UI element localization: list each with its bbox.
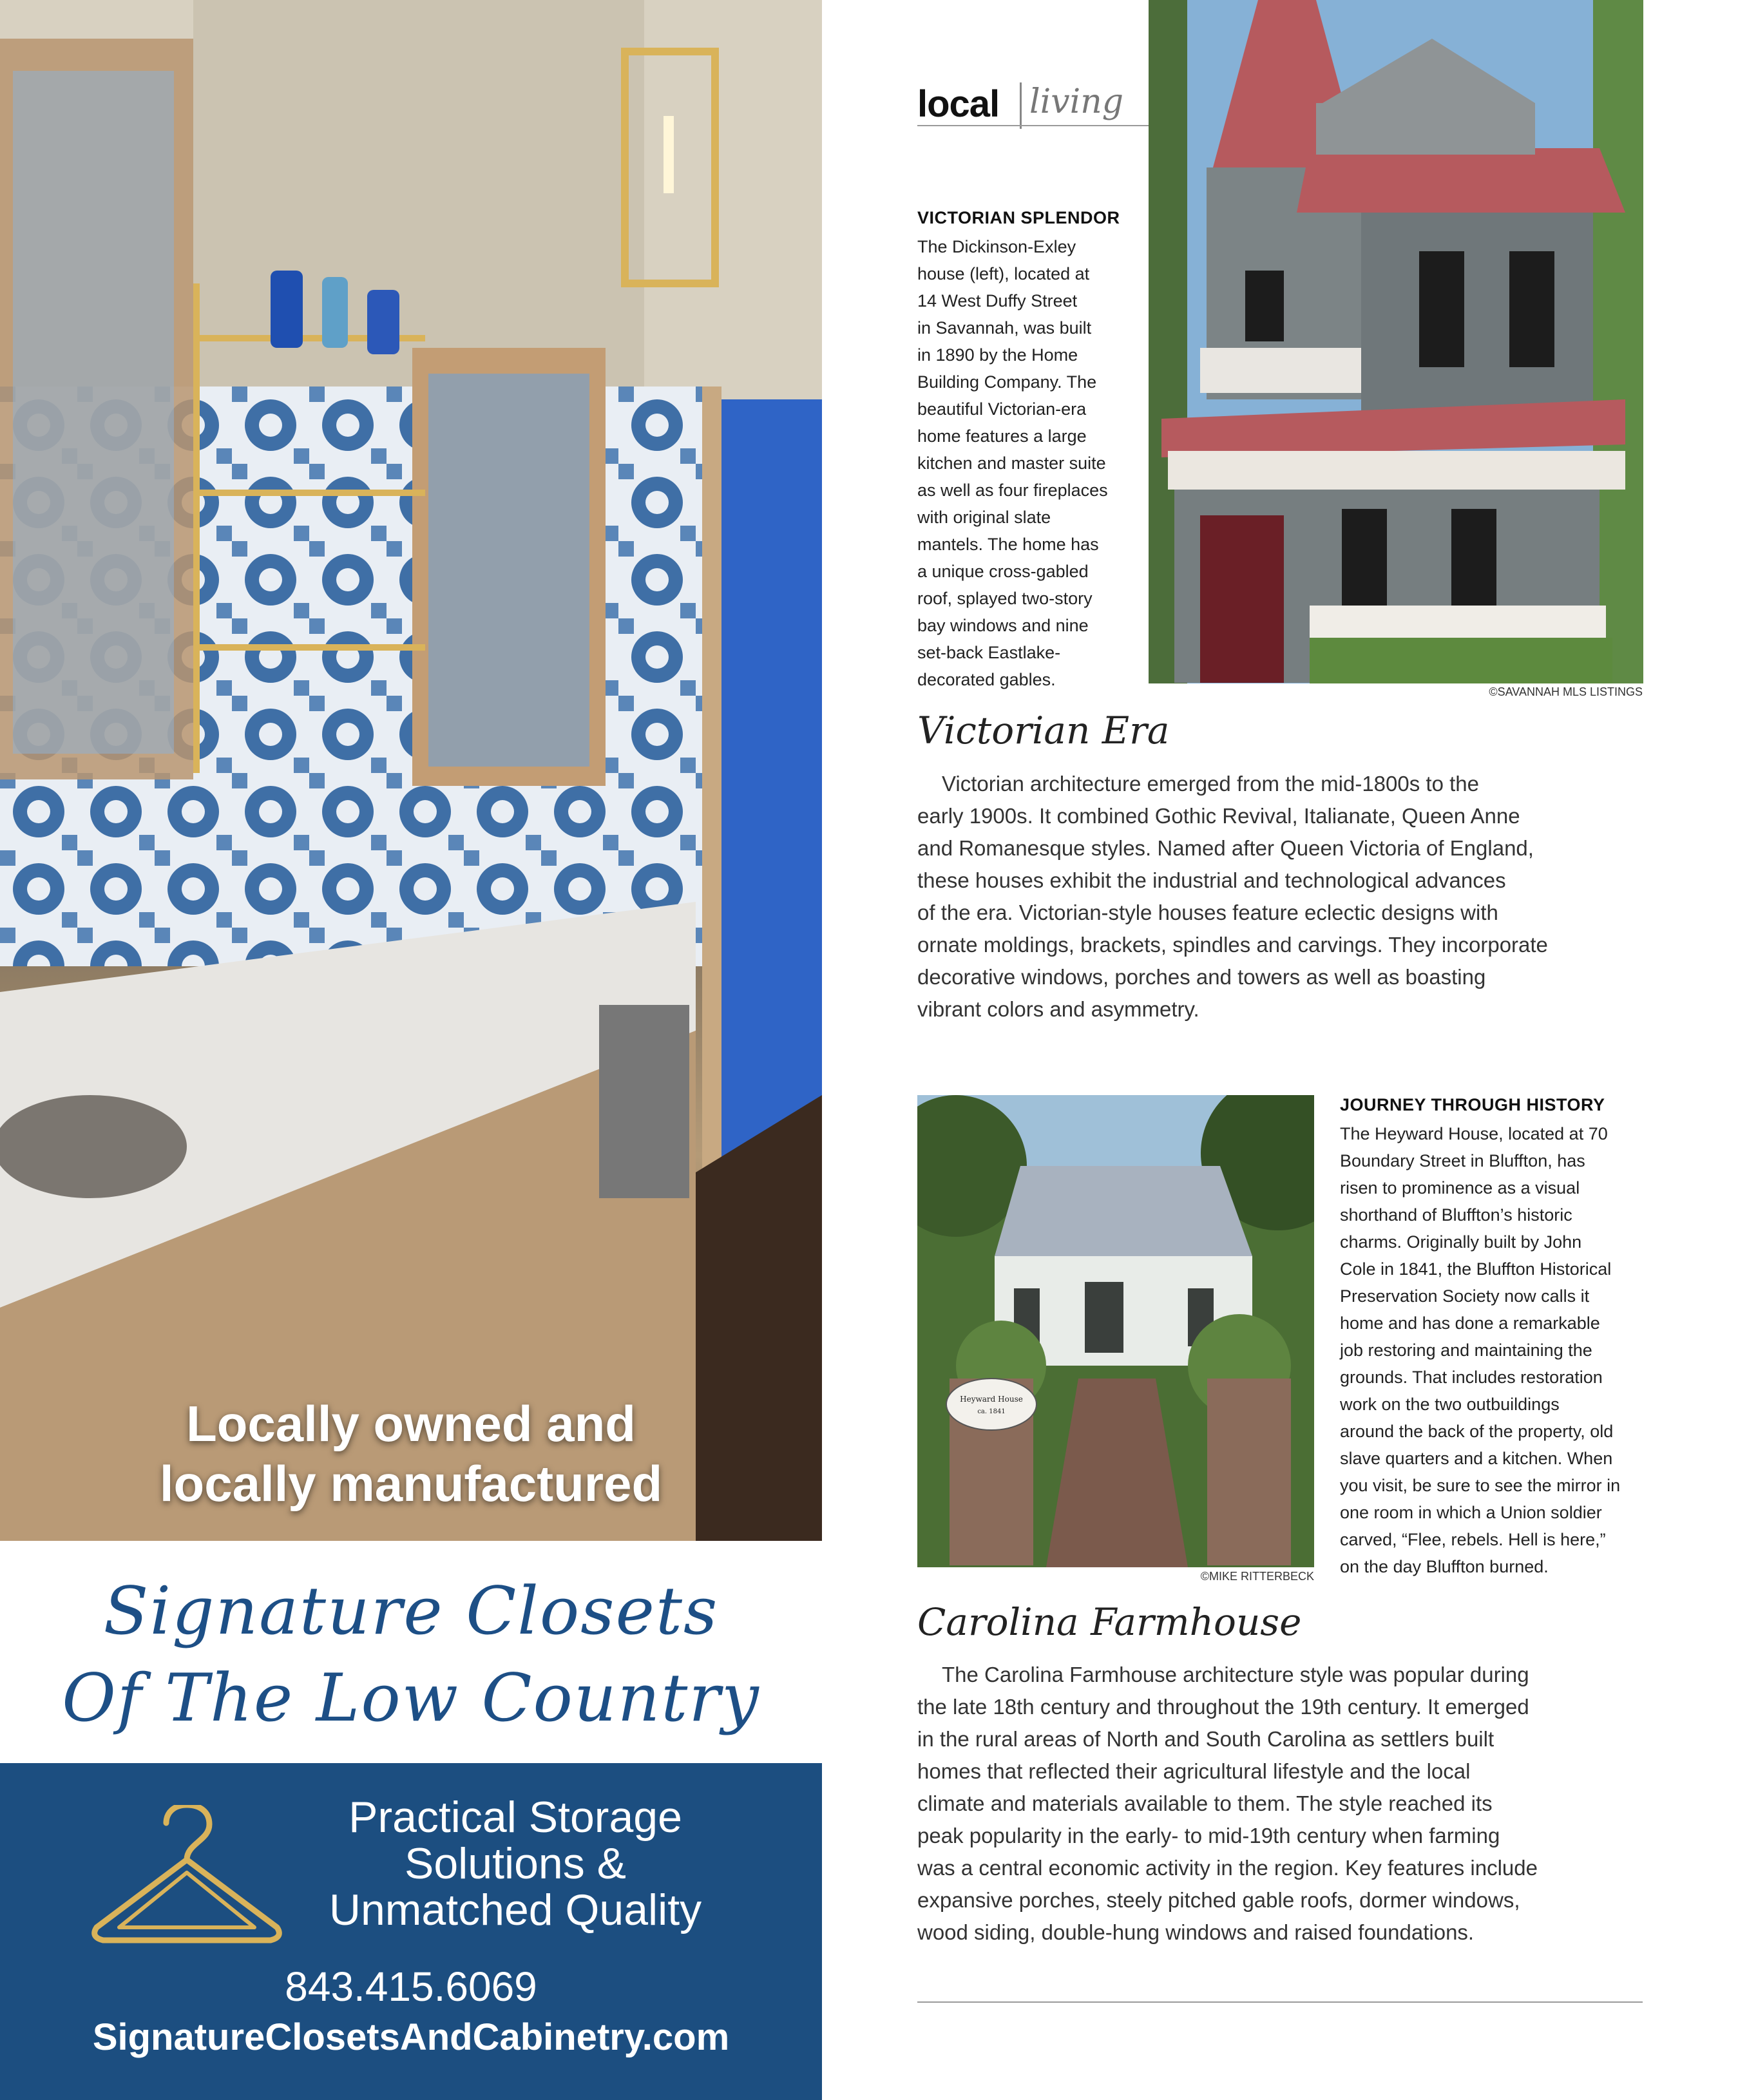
- brand-name-line1: Signature Closets: [103, 1573, 719, 1650]
- farm-caption-line: Cole in 1841, the Bluffton Historical: [1340, 1259, 1612, 1279]
- section-label: local: [917, 83, 1000, 125]
- farm-caption-line: grounds. That includes restoration: [1340, 1368, 1603, 1387]
- farm-caption-line: home and has done a remarkable: [1340, 1313, 1600, 1333]
- vic-caption-line: home features a large: [917, 426, 1087, 446]
- victorian-photo-credit: ©SAVANNAH MLS LISTINGS: [1489, 685, 1643, 698]
- farm-body-line: the late 18th century and throughout the 19th century. It emerged: [917, 1695, 1529, 1719]
- vic-caption-line: house (left), located at: [917, 264, 1090, 283]
- vic-caption-line: mantels. The home has: [917, 535, 1099, 554]
- ad-headline-line1: Locally owned and: [186, 1395, 636, 1452]
- farmhouse-body: [917, 1659, 1645, 1949]
- ad-headline-line2: locally manufactured: [159, 1455, 663, 1512]
- tagline-line2: Solutions &: [405, 1839, 626, 1888]
- victorian-caption: [917, 233, 1130, 693]
- vic-body-line: early 1900s. It combined Gothic Revival, Italianate, Queen Anne: [917, 804, 1520, 828]
- farm-caption-line: slave quarters and a kitchen. When: [1340, 1449, 1613, 1468]
- subsection-label: living: [1029, 82, 1124, 121]
- vic-body-line: Victorian architecture emerged from the mid-1800s to the: [942, 772, 1479, 796]
- vic-caption-line: set-back Eastlake-: [917, 643, 1061, 662]
- ad-website[interactable]: SignatureClosetsAndCabinetry.com: [92, 2016, 730, 2058]
- heyward-house-illustration: [917, 1095, 1314, 1567]
- vic-caption-line: kitchen and master suite: [917, 453, 1106, 473]
- vic-caption-line: beautiful Victorian-era: [917, 399, 1087, 419]
- vic-caption-line: in 1890 by the Home: [917, 345, 1078, 365]
- vic-body-line: vibrant colors and asymmetry.: [917, 997, 1199, 1021]
- vic-body-line: decorative windows, porches and towers as well as boasting: [917, 965, 1486, 989]
- tagline-line1: Practical Storage: [349, 1793, 682, 1842]
- brand-name-line2: Of The Low Country: [62, 1660, 760, 1737]
- farmhouse-caption: [1340, 1120, 1649, 1580]
- bar-cabinet-illustration: [0, 0, 822, 1541]
- victorian-house-illustration: [1149, 0, 1643, 683]
- farm-caption-line: on the day Bluffton burned.: [1340, 1557, 1549, 1576]
- vic-body-line: these houses exhibit the industrial and technological advances: [917, 868, 1506, 892]
- vic-caption-line: 14 West Duffy Street: [917, 291, 1078, 310]
- farm-caption-line: around the back of the property, old: [1340, 1422, 1614, 1441]
- vic-body-line: ornate moldings, brackets, spindles and carvings. They incorporate: [917, 933, 1548, 957]
- farm-caption-line: work on the two outbuildings: [1340, 1395, 1560, 1414]
- vic-caption-line: in Savannah, was built: [917, 318, 1092, 338]
- heyward-sign-line2: ca. 1841: [977, 1408, 1006, 1415]
- vic-body-line: of the era. Victorian-style houses feature eclectic designs with: [917, 901, 1498, 924]
- header-rule: [917, 125, 1149, 126]
- victorian-body: [917, 768, 1645, 1026]
- tagline-line3: Unmatched Quality: [329, 1885, 702, 1934]
- farm-body-line: expansive porches, steely pitched gable roofs, dormer windows,: [917, 1888, 1520, 1912]
- victorian-caption-title: VICTORIAN SPLENDOR: [917, 208, 1120, 227]
- farm-caption-line: The Heyward House, located at 70: [1340, 1124, 1608, 1143]
- vic-caption-line: The Dickinson-Exley: [917, 237, 1076, 256]
- farm-caption-line: carved, “Flee, rebels. Hell is here,”: [1340, 1530, 1606, 1549]
- vic-caption-line: as well as four fireplaces: [917, 481, 1108, 500]
- heyward-sign-line1: Heyward House: [960, 1395, 1023, 1404]
- farm-body-line: The Carolina Farmhouse architecture style was popular during: [942, 1663, 1529, 1686]
- farm-caption-line: you visit, be sure to see the mirror in: [1340, 1476, 1621, 1495]
- farm-caption-line: Boundary Street in Bluffton, has: [1340, 1151, 1585, 1170]
- vic-body-line: and Romanesque styles. Named after Queen Victoria of England,: [917, 836, 1534, 860]
- vic-caption-line: Building Company. The: [917, 372, 1097, 392]
- farm-caption-line: one room in which a Union soldier: [1340, 1503, 1602, 1522]
- farm-body-line: wood siding, double-hung windows and raised foundations.: [917, 1920, 1475, 1944]
- vic-caption-line: roof, splayed two-story: [917, 589, 1093, 608]
- vic-caption-line: with original slate: [917, 508, 1051, 527]
- footer-rule: [917, 2001, 1643, 2003]
- victorian-house-photo: [1149, 0, 1643, 683]
- farm-caption-line: shorthand of Bluffton’s historic: [1340, 1205, 1572, 1225]
- farm-body-line: peak popularity in the early- to mid-19th century when farming: [917, 1824, 1500, 1847]
- farmhouse-caption-title: JOURNEY THROUGH HISTORY: [1340, 1095, 1605, 1114]
- farm-body-line: homes that reflected their agricultural lifestyle and the local: [917, 1759, 1471, 1783]
- advertisement: [0, 0, 822, 2100]
- farm-caption-line: risen to prominence as a visual: [1340, 1178, 1580, 1198]
- farm-caption-line: job restoring and maintaining the: [1340, 1341, 1592, 1360]
- ad-brand-block: [0, 1541, 822, 1763]
- heyward-house-photo: [917, 1095, 1314, 1567]
- bar-cabinet-photo: [0, 0, 822, 1541]
- farm-body-line: in the rural areas of North and South Carolina as settlers built: [917, 1727, 1494, 1751]
- ad-contact-panel: [0, 1763, 822, 2100]
- ad-phone[interactable]: 843.415.6069: [285, 1963, 537, 2010]
- vic-caption-line: decorated gables.: [917, 670, 1056, 689]
- farmhouse-section-title: Carolina Farmhouse: [917, 1600, 1302, 1644]
- hanger-icon: [90, 1805, 283, 1966]
- farm-body-line: climate and materials available to them. The style reached its: [917, 1791, 1493, 1815]
- farm-body-line: was a central economic activity in the region. Key features include: [917, 1856, 1538, 1880]
- victorian-section-title: Victorian Era: [917, 709, 1170, 752]
- vic-caption-line: bay windows and nine: [917, 616, 1089, 635]
- farm-caption-line: Preservation Society now calls it: [1340, 1286, 1590, 1306]
- header-divider: [1020, 82, 1022, 129]
- vic-caption-line: a unique cross-gabled: [917, 562, 1089, 581]
- heyward-photo-credit: ©MIKE RITTERBECK: [1200, 1570, 1314, 1583]
- farm-caption-line: charms. Originally built by John: [1340, 1232, 1582, 1252]
